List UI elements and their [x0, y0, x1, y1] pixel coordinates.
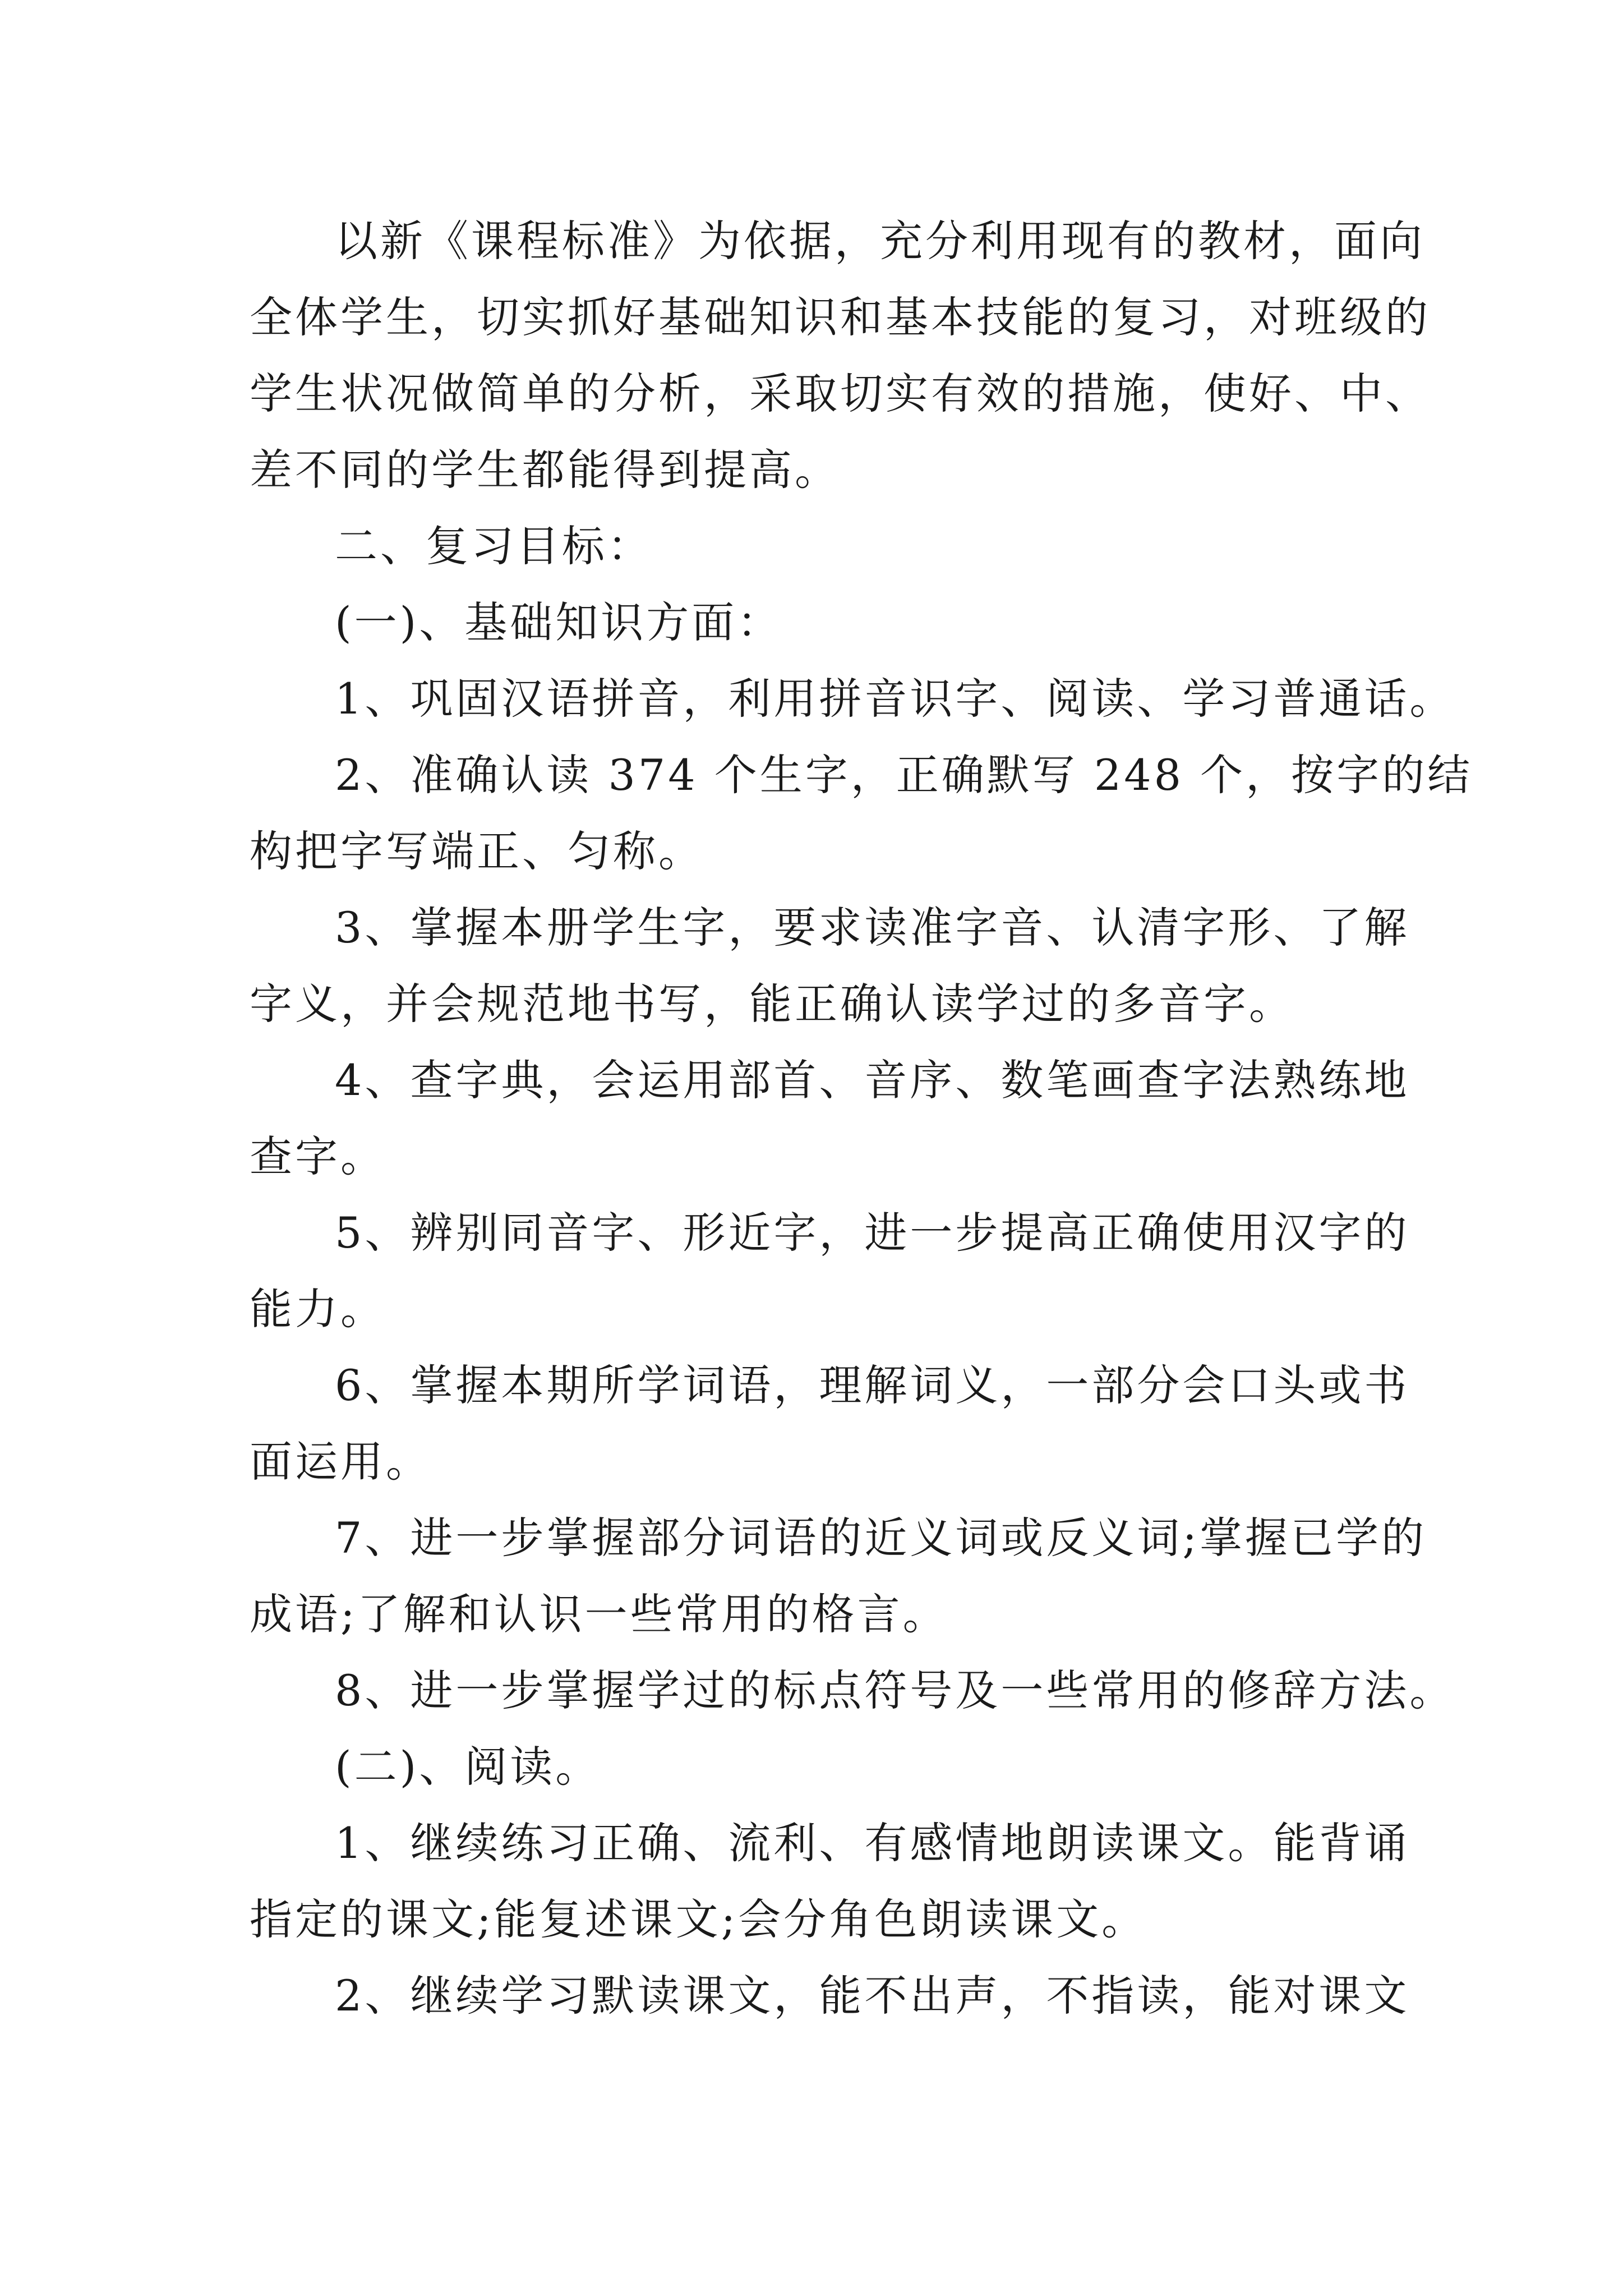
list-item: 2、继续学习默读课文，能不出声，不指读，能对课文: [335, 1971, 1410, 2021]
list-item: 8、进一步掌握学过的标点符号及一些常用的修辞方法。: [335, 1665, 1455, 1715]
subsection-heading: (二)、阅读。: [335, 1742, 601, 1792]
list-item: 4、查字典，会运用部首、音序、数笔画查字法熟练地: [335, 1055, 1410, 1105]
body-line: 学生状况做简单的分析，采取切实有效的措施，使好、中、: [250, 369, 1431, 418]
body-line: 以新《课程标准》为依据，充分利用现有的教材，面向: [335, 216, 1425, 266]
list-item-continuation: 指定的课文;能复述课文;会分角色朗读课文。: [250, 1894, 1147, 1944]
list-item: 3、掌握本册学生字，要求读准字音、认清字形、了解: [335, 903, 1410, 953]
list-item-continuation: 成语;了解和认识一些常用的格言。: [250, 1589, 948, 1639]
list-item: 5、辨别同音字、形近字，进一步提高正确使用汉字的: [335, 1208, 1410, 1258]
list-item: 1、继续练习正确、流利、有感情地朗读课文。能背诵: [335, 1818, 1410, 1868]
list-item-continuation: 能力。: [250, 1284, 386, 1334]
subsection-heading: (一)、基础知识方面：: [335, 597, 783, 647]
list-item-continuation: 面运用。: [250, 1437, 431, 1487]
document-body: [250, 213, 1473, 2044]
list-item: 1、巩固汉语拼音，利用拼音识字、阅读、学习普通话。: [335, 674, 1455, 724]
list-item: 2、准确认读 374 个生字，正确默写 248 个，按字的结: [335, 750, 1473, 800]
section-heading: 二、复习目标：: [335, 521, 653, 571]
list-item: 6、掌握本期所学词语，理解词义，一部分会口头或书: [335, 1360, 1410, 1410]
list-item-continuation: 字义，并会规范地书写，能正确认读学过的多音字。: [250, 979, 1294, 1029]
list-item-continuation: 构把字写端正、匀称。: [250, 826, 704, 876]
body-line: 全体学生，切实抓好基础知识和基本技能的复习，对班级的: [250, 292, 1431, 342]
list-item: 7、进一步掌握部分词语的近义词或反义词;掌握已学的: [335, 1513, 1427, 1563]
list-item-continuation: 查字。: [250, 1131, 386, 1181]
body-line: 差不同的学生都能得到提高。: [250, 445, 840, 495]
